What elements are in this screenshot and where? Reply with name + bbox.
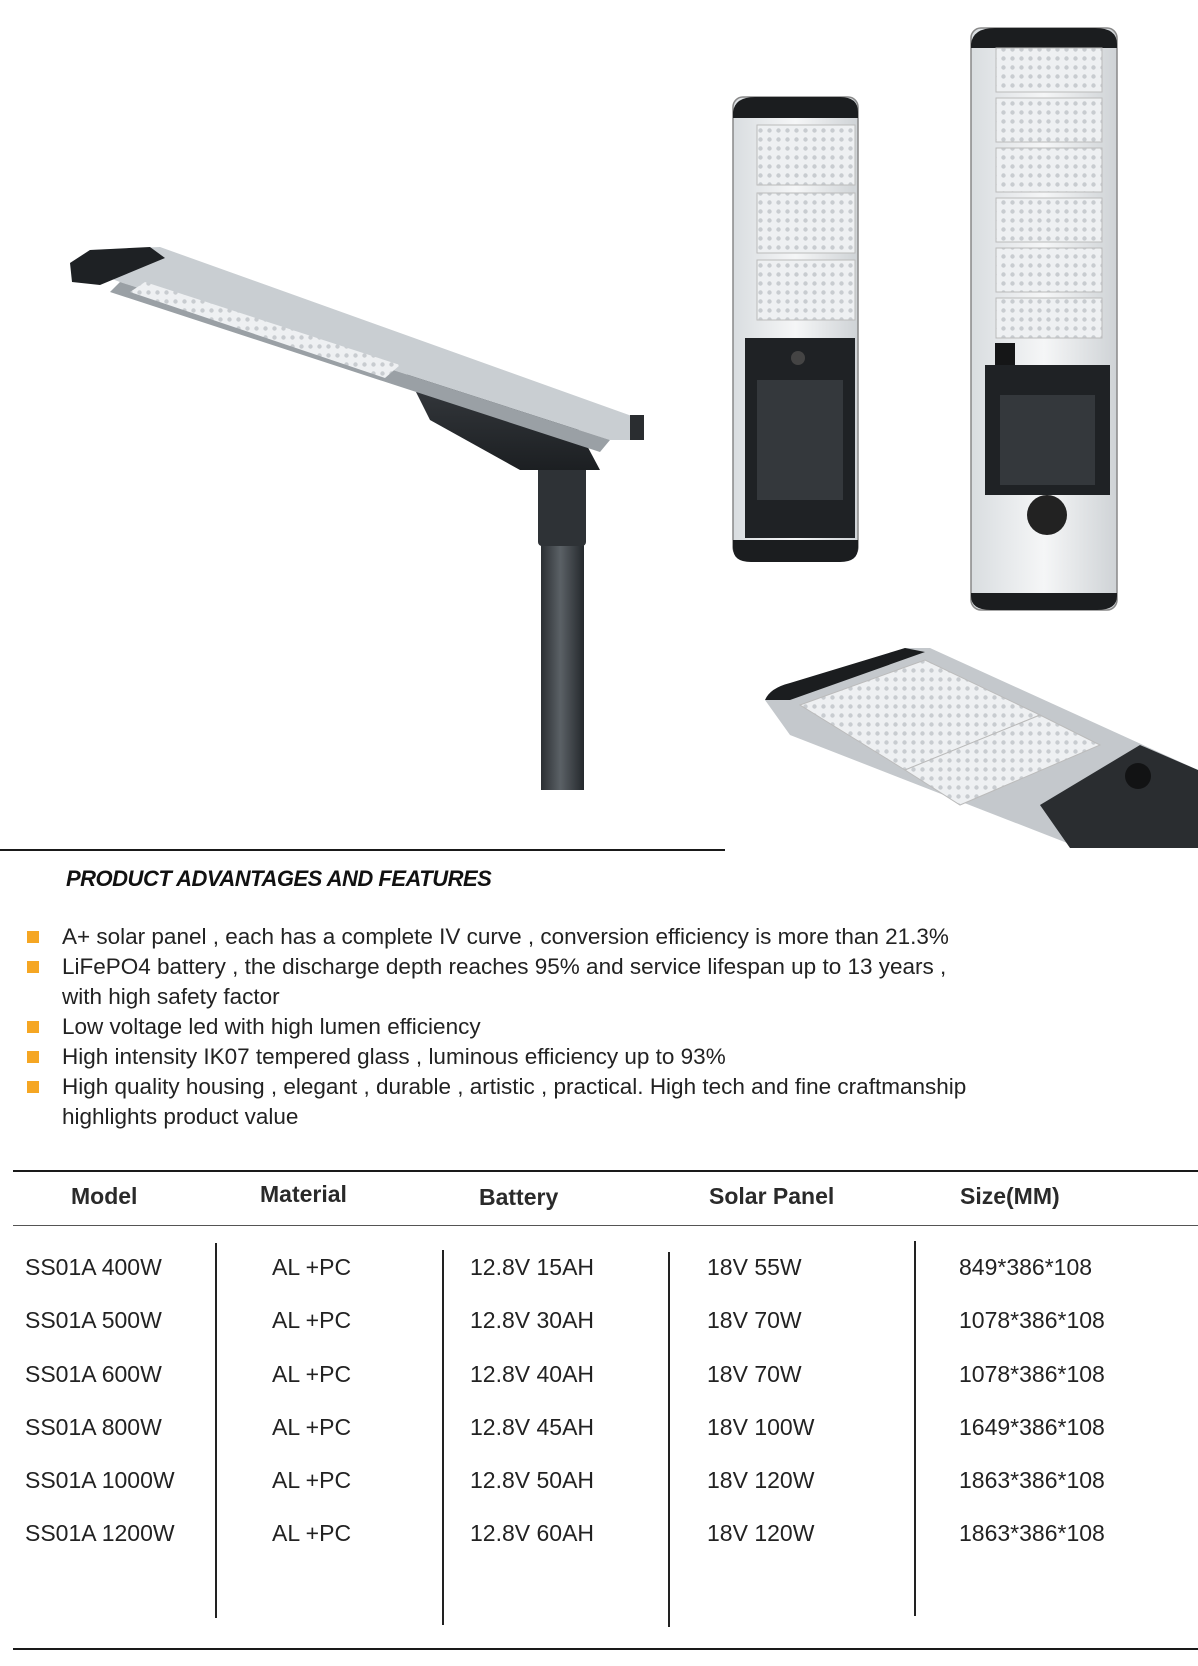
cell-material: AL +PC	[272, 1520, 352, 1546]
section-divider	[0, 849, 725, 851]
column-divider	[215, 1243, 217, 1618]
cell-battery: 12.8V 45AH	[470, 1414, 595, 1440]
column-divider	[914, 1241, 916, 1616]
cell-size: 1078*386*108	[959, 1361, 1105, 1387]
feature-list	[22, 922, 1172, 1132]
cell-size: 849*386*108	[959, 1254, 1093, 1280]
table-header-rule	[13, 1225, 1198, 1226]
cell-model: SS01A 1000W	[25, 1467, 175, 1493]
light-closeup-image	[765, 648, 1198, 848]
feature-item: High quality housing , elegant , durable , artistic , practical. High tech and fine craftmanship highlights product value	[22, 1072, 1172, 1132]
square-bullet-icon	[27, 1081, 39, 1093]
cell-solar-panel: 18V 120W	[707, 1467, 815, 1493]
column-divider	[442, 1250, 444, 1625]
cell-material: AL +PC	[272, 1307, 352, 1333]
cell-solar-panel: 18V 70W	[707, 1307, 802, 1333]
cell-battery: 12.8V 15AH	[470, 1254, 595, 1280]
cell-size: 1649*386*108	[959, 1414, 1105, 1440]
cell-size: 1863*386*108	[959, 1520, 1105, 1546]
header-model: Model	[71, 1183, 138, 1209]
cell-battery: 12.8V 60AH	[470, 1520, 595, 1546]
cell-model: SS01A 600W	[25, 1361, 162, 1387]
feature-item: A+ solar panel , each has a complete IV curve , conversion efficiency is more than 21.3%	[22, 922, 1172, 952]
cell-model: SS01A 1200W	[25, 1520, 175, 1546]
column-divider	[668, 1252, 670, 1627]
square-bullet-icon	[27, 1051, 39, 1063]
header-solar-panel: Solar Panel	[709, 1183, 835, 1209]
six-module-light-image	[971, 28, 1117, 610]
cell-material: AL +PC	[272, 1414, 352, 1440]
street-light-pole-image	[70, 247, 644, 790]
cell-battery: 12.8V 30AH	[470, 1307, 595, 1333]
header-material: Material	[260, 1181, 347, 1207]
cell-material: AL +PC	[272, 1361, 352, 1387]
cell-model: SS01A 500W	[25, 1307, 162, 1333]
cell-model: SS01A 800W	[25, 1414, 162, 1440]
cell-material: AL +PC	[272, 1467, 352, 1493]
cell-battery: 12.8V 40AH	[470, 1361, 595, 1387]
cell-battery: 12.8V 50AH	[470, 1467, 595, 1493]
feature-item: High intensity IK07 tempered glass , luminous efficiency up to 93%	[22, 1042, 1172, 1072]
cell-solar-panel: 18V 120W	[707, 1520, 815, 1546]
table-bottom-rule	[13, 1648, 1198, 1650]
square-bullet-icon	[27, 961, 39, 973]
cell-material: AL +PC	[272, 1254, 352, 1280]
cell-size: 1078*386*108	[959, 1307, 1105, 1333]
cell-solar-panel: 18V 100W	[707, 1414, 815, 1440]
three-module-light-image	[733, 97, 858, 562]
square-bullet-icon	[27, 931, 39, 943]
cell-solar-panel: 18V 55W	[707, 1254, 802, 1280]
cell-size: 1863*386*108	[959, 1467, 1105, 1493]
cell-solar-panel: 18V 70W	[707, 1361, 802, 1387]
cell-model: SS01A 400W	[25, 1254, 162, 1280]
feature-item: LiFePO4 battery , the discharge depth reaches 95% and service lifespan up to 13 years , with high safety factor	[22, 952, 1172, 1012]
square-bullet-icon	[27, 1021, 39, 1033]
section-title: PRODUCT ADVANTAGES AND FEATURES	[66, 866, 492, 891]
table-top-rule	[13, 1170, 1198, 1172]
feature-item: Low voltage led with high lumen efficiency	[22, 1012, 1172, 1042]
header-battery: Battery	[479, 1184, 559, 1210]
header-size: Size(MM)	[960, 1183, 1060, 1209]
